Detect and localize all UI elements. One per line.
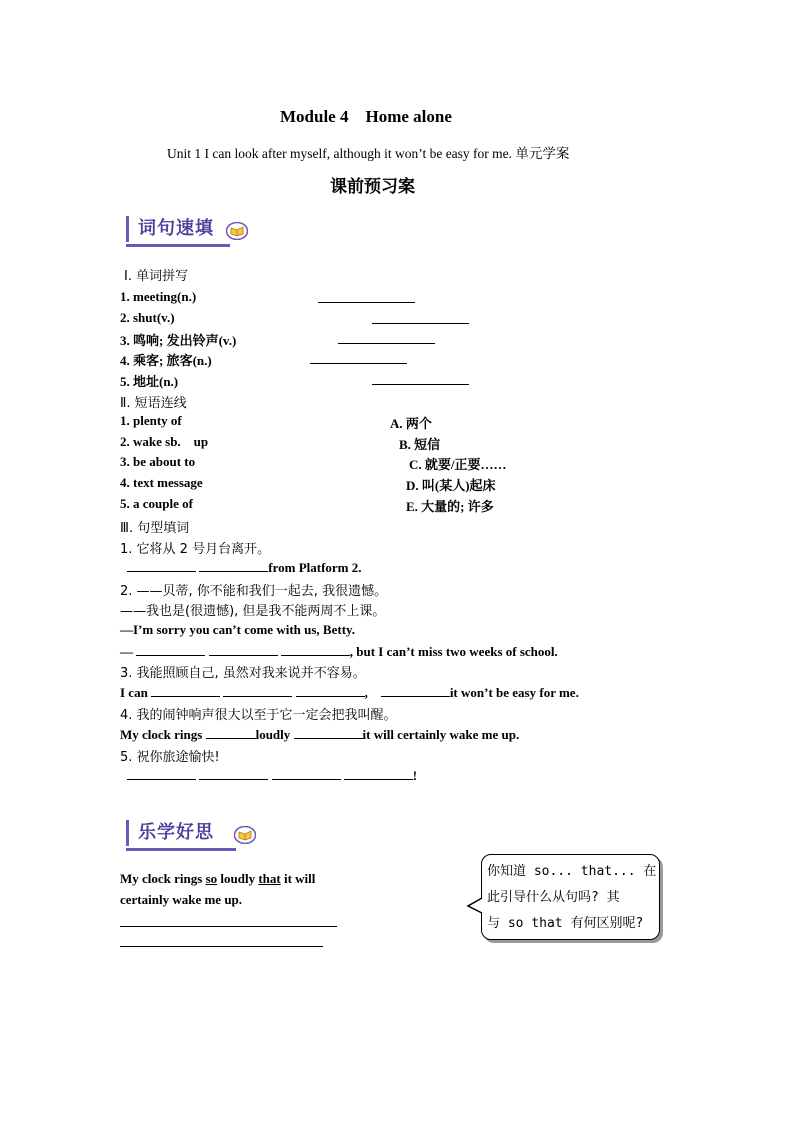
phrase-right: D. 叫(某人)起床 <box>406 478 496 493</box>
phrase-right: C. 就要/正要…… <box>409 457 507 472</box>
banner-underline <box>126 244 230 247</box>
answer-blank[interactable] <box>199 767 268 780</box>
answer-blank[interactable] <box>338 331 435 344</box>
dash: — <box>120 644 133 659</box>
answer-blank[interactable] <box>372 372 469 385</box>
part1-item: 3. 鸣响; 发出铃声(v.) <box>120 333 237 348</box>
answer-blank[interactable] <box>272 767 341 780</box>
banner-underline <box>126 848 236 851</box>
answer-text: from Platform 2. <box>268 560 362 575</box>
answer-blank[interactable] <box>199 559 268 572</box>
book-icon <box>234 826 256 844</box>
question-2-answer <box>120 643 558 660</box>
answer-line[interactable] <box>120 946 323 947</box>
part1-item: 4. 乘客; 旅客(n.) <box>120 353 212 368</box>
question-3: 3. 我能照顾自己, 虽然对我来说并不容易。 <box>120 666 366 681</box>
answer-text: it won’t be easy for me. <box>449 685 579 700</box>
answer-text: I can <box>120 685 148 700</box>
comma: , <box>364 685 368 700</box>
answer-text: loudly <box>255 727 291 742</box>
answer-blank[interactable] <box>151 684 220 697</box>
page-subtitle: Unit 1 I can look after myself, although it won’t be easy for me. 单元学案 <box>167 146 570 161</box>
section-title: 课前预习案 <box>330 177 415 197</box>
question-4: 4. 我的闹钟响声很大以至于它一定会把我叫醒。 <box>120 708 397 723</box>
think-sentence-line1 <box>120 871 315 887</box>
answer-blank[interactable] <box>127 559 196 572</box>
phrase-right: E. 大量的; 许多 <box>406 499 494 514</box>
answer-blank[interactable] <box>296 684 365 697</box>
think-text: loudly <box>217 871 259 886</box>
answer-text: ! <box>412 768 418 783</box>
question-2: 2. ——贝蒂, 你不能和我们一起去, 我很遗憾。 <box>120 584 388 599</box>
speech-bubble <box>481 854 660 940</box>
think-sentence-line2: certainly wake me up. <box>120 892 243 907</box>
answer-text: it will certainly wake me up. <box>362 727 520 742</box>
part1-heading: Ⅰ. 单词拼写 <box>124 269 189 284</box>
answer-blank[interactable] <box>136 643 205 656</box>
phrase-left: 4. text message <box>120 475 203 490</box>
phrase-left: 2. wake sb. up <box>120 434 209 449</box>
answer-text: , but I can’t miss two weeks of school. <box>349 644 558 659</box>
question-1-answer <box>127 559 362 576</box>
question-3-answer <box>120 684 579 701</box>
banner-label: 词句速填 <box>138 218 214 239</box>
answer-blank[interactable] <box>127 767 196 780</box>
answer-blank[interactable] <box>206 726 256 739</box>
bubble-line: 你知道 so... that... 在 <box>487 864 657 879</box>
answer-blank[interactable] <box>310 351 407 364</box>
book-icon <box>226 222 248 240</box>
answer-blank[interactable] <box>281 643 350 656</box>
banner-word-fill <box>126 214 256 250</box>
bubble-line: 与 so that 有何区别呢? <box>487 916 644 931</box>
part3-heading: Ⅲ. 句型填词 <box>120 521 190 536</box>
keyword-so: so <box>205 871 218 886</box>
part1-item: 5. 地址(n.) <box>120 374 179 389</box>
phrase-right: B. 短信 <box>399 437 441 452</box>
think-text: My clock rings <box>120 871 206 886</box>
keyword-that: that <box>258 871 281 886</box>
bubble-text <box>487 859 656 937</box>
phrase-left: 5. a couple of <box>120 496 193 511</box>
banner-bar <box>126 216 129 242</box>
bubble-tail <box>466 896 486 916</box>
question-5-answer <box>127 767 417 784</box>
answer-blank[interactable] <box>344 767 413 780</box>
question-2-reply: ——我也是(很遗憾), 但是我不能两周不上课。 <box>120 604 386 619</box>
answer-blank[interactable] <box>223 684 292 697</box>
answer-blank[interactable] <box>209 643 278 656</box>
banner-bar <box>126 820 129 846</box>
answer-blank[interactable] <box>372 311 469 324</box>
answer-line[interactable] <box>120 926 337 927</box>
answer-blank[interactable] <box>318 290 415 303</box>
phrase-left: 3. be about to <box>120 454 196 469</box>
answer-text: My clock rings <box>120 727 203 742</box>
part2-heading: Ⅱ. 短语连线 <box>120 396 187 411</box>
part1-item: 1. meeting(n.) <box>120 289 197 304</box>
question-4-answer <box>120 726 519 743</box>
answer-blank[interactable] <box>294 726 363 739</box>
question-1: 1. 它将从 2 号月台离开。 <box>120 542 271 557</box>
bubble-line: 此引导什么从句吗? 其 <box>487 890 620 905</box>
banner-label: 乐学好思 <box>138 822 214 843</box>
answer-blank[interactable] <box>381 684 450 697</box>
think-text: it will <box>280 871 316 886</box>
page-title: Module 4 Home alone <box>280 107 452 126</box>
phrase-right: A. 两个 <box>390 416 432 431</box>
phrase-left: 1. plenty of <box>120 413 182 428</box>
banner-think <box>126 818 266 854</box>
question-2-en: —I’m sorry you can’t come with us, Betty. <box>120 622 356 637</box>
part1-item: 2. shut(v.) <box>120 310 175 325</box>
question-5: 5. 祝你旅途愉快! <box>120 750 220 765</box>
